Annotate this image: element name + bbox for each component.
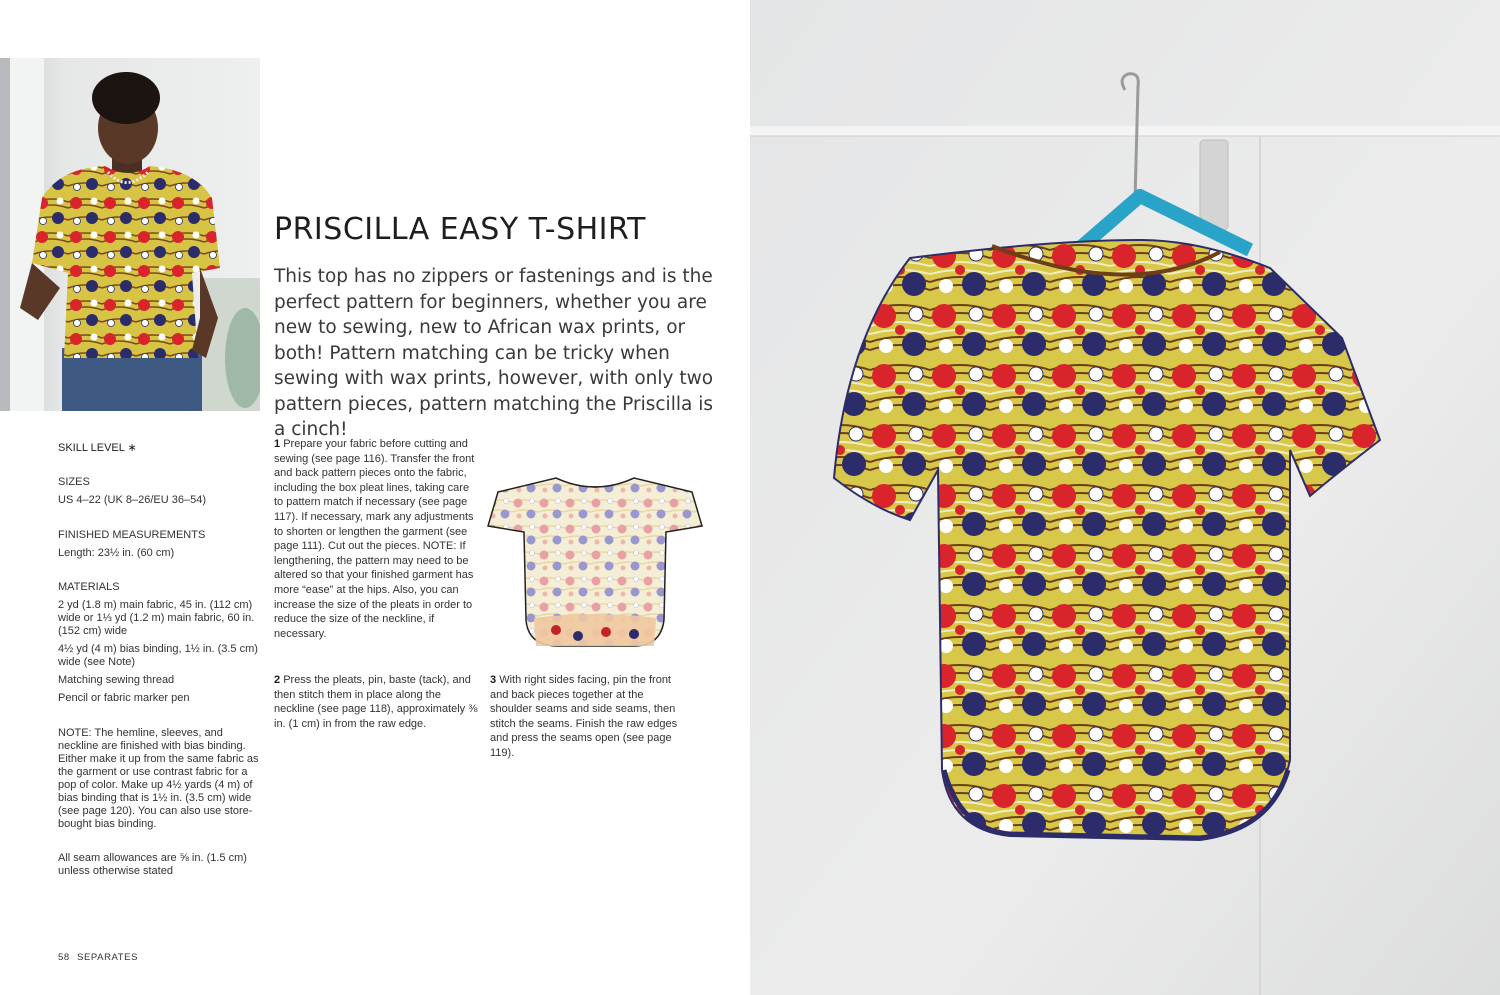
step-number: 2 [274,674,281,686]
step-text: Prepare your fabric before cutting and sewing (see page 116). Transfer the front and back pattern pieces onto the fabric, including the box pleat lines, taking care to pattern match if necessary (see page 117). If necessary, mark any adjustments to shorten or lengthen the garment (see page 111). Cut out the pieces. NOTE: If lengthening, the pattern may need to be altered so that your finished garment has more “ease” at the hips. Also, you can increase the size of the pleats in order to reduce the size of the neckline, if necessary. [274,438,475,640]
sizes-label: SIZES [58,476,90,488]
note-text: NOTE: The hemline, sleeves, and neckline are finished with bias binding. Either make it up from the same fabric as the garment or use contrast fabric for a pop of color. Make up 4½ yards (4 m) of bias binding that is 1½ in. (3.5 cm) wide (see page 120). You can also use store-bought bias binding. [58,727,259,830]
shirt-photo [750,0,1500,995]
step-3 [490,673,688,761]
step-text: Press the pleats, pin, baste (tack), and then stitch them in place along the neckline (see page 118), approximately ⅜ in. (1 cm) in from the raw edge. [274,674,478,730]
seam-allowance-block [58,852,263,878]
sizes-block [58,476,263,507]
materials-item: Matching sewing thread [58,674,175,686]
skill-level-label: SKILL LEVEL [58,442,125,454]
intro-paragraph: This top has no zippers or fastenings and is the perfect pattern for beginners, whether you are new to sewing, new to African wax prints, or both! Pattern matching can be tricky when sewing with wax prints, however, with only two pattern pieces, pattern matching the Priscilla is a cinch! [274,266,714,440]
step-number: 3 [490,674,497,686]
t-shirt-illustration [486,470,704,668]
model-photo [0,58,260,411]
seam-allowance-text: All seam allowances are ⅝ in. (1.5 cm) unless otherwise stated [58,852,247,877]
finished-measurements-value: Length: 23½ in. (60 cm) [58,547,175,559]
materials-item: Pencil or fabric marker pen [58,692,190,704]
step-number: 1 [274,438,281,450]
materials-label: MATERIALS [58,581,120,593]
skill-level [58,441,137,454]
page-number: 58 [58,952,70,963]
materials-item: 2 yd (1.8 m) main fabric, 45 in. (112 cm) wide or 1⅓ yd (1.2 m) main fabric, 60 in. (152 cm) wide [58,599,255,637]
skill-level-stars: ∗ [127,442,137,454]
right-page [750,0,1500,995]
materials-block [58,581,263,705]
step-2 [274,673,479,731]
finished-measurements-block [58,529,263,560]
section-name: SEPARATES [77,952,139,963]
materials-item: 4½ yd (4 m) bias binding, 1½ in. (3.5 cm) wide (see Note) [58,643,258,668]
step-1 [274,437,477,641]
sizes-value: US 4–22 (UK 8–26/EU 36–54) [58,494,206,506]
step-text: With right sides facing, pin the front and back pieces together at the shoulder seams and side seams, then stitch the seams. Finish the raw edges and press the seams open (see page 119). [490,674,678,759]
page-footer [58,952,138,963]
finished-measurements-label: FINISHED MEASUREMENTS [58,529,206,541]
note-block [58,727,263,831]
page-title: PRISCILLA EASY T-SHIRT [274,212,647,247]
